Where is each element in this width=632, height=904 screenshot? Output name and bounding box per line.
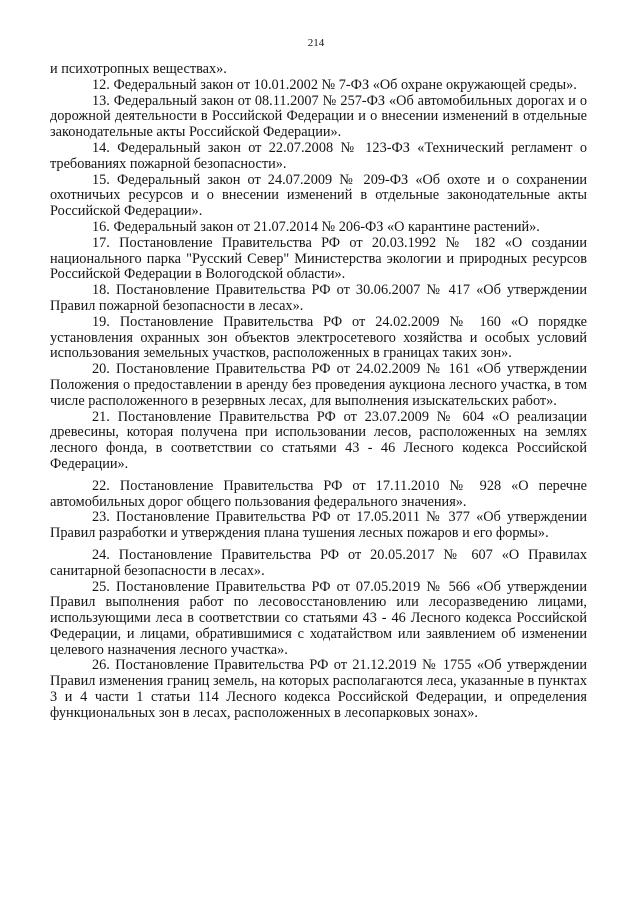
document-body [50,62,587,722]
list-item-14: 14. Федеральный закон от 22.07.2008 № 123-ФЗ «Технический регламент о требованиях пожарной безопасности». [50,139,587,172]
paragraph-continuation: и психотропных веществах». [50,61,227,77]
list-item-15: 15. Федеральный закон от 24.07.2009 № 209-ФЗ «Об охоте и о сохранении охотничьих ресурсов и о внесении изменений в отдельные законодательные акты Российской Федерации». [50,171,587,220]
list-item-22: 22. Постановление Правительства РФ от 17.11.2010 № 928 «О перечне автомобильных дорог общего пользования федерального значения». [50,477,587,510]
list-item-21: 21. Постановление Правительства РФ от 23.07.2009 № 604 «О реализации древесины, которая получена при использовании лесов, расположенных на землях лесного фонда, в соответствии со статьями 43 - 46 Лесного кодекса Российской Федерации». [50,408,587,472]
list-item-12: 12. Федеральный закон от 10.01.2002 № 7-ФЗ «Об охране окружающей среды». [92,76,577,93]
list-item-19: 19. Постановление Правительства РФ от 24.02.2009 № 160 «О порядке установления охранных зон объектов электросетевого хозяйства и особых условий использования земельных участков, расположенных в границах таких зон». [50,313,587,362]
page-number: 214 [307,37,325,49]
list-item-16: 16. Федеральный закон от 21.07.2014 № 206-ФЗ «О карантине растений». [92,218,540,235]
list-item-24: 24. Постановление Правительства РФ от 20.05.2017 № 607 «О Правилах санитарной безопасности в лесах». [50,546,587,579]
list-item-26: 26. Постановление Правительства РФ от 21.12.2019 № 1755 «Об утверждении Правил изменения границ земель, на которых располагаются леса, указанные в пунктах 3 и 4 части 1 статьи 114 Лесного кодекса Российской Федерации, и определения функциональных зон в лесах, расположенных в лесопарковых зонах». [50,657,587,721]
list-item-17: 17. Постановление Правительства РФ от 20.03.1992 № 182 «О создании национального парка "Русский Север" Министерства экологии и природных ресурсов Российской Федерации в Вологодской области». [50,234,587,283]
list-item-25: 25. Постановление Правительства РФ от 07.05.2019 № 566 «Об утверждении Правил выполнения работ по лесовосстановлению или лесоразведению лицами, использующими леса в соответствии со статьями 43 - 46 Лесного кодекса Российской Федерации, и лицами, обратившимися с ходатайством или заявлением об изменении целевого назначения лесного участка». [50,578,587,658]
list-item-20: 20. Постановление Правительства РФ от 24.02.2009 № 161 «Об утверждении Положения о предоставлении в аренду без проведения аукциона лесного участка, в том числе расположенного в резервных лесах, для выполнения изыскательских работ». [50,361,587,409]
list-item-13: 13. Федеральный закон от 08.11.2007 № 257-ФЗ «Об автомобильных дорогах и о дорожной деятельности в Российской Федерации и о внесении изменений в отдельные законодательные акты Российской Федерации». [50,92,587,141]
list-item-18: 18. Постановление Правительства РФ от 30.06.2007 № 417 «Об утверждении Правил пожарной безопасности в лесах». [50,282,587,314]
list-item-23: 23. Постановление Правительства РФ от 17.05.2011 № 377 «Об утверждении Правил разработки и утверждения плана тушения лесных пожаров и его формы». [50,509,587,542]
